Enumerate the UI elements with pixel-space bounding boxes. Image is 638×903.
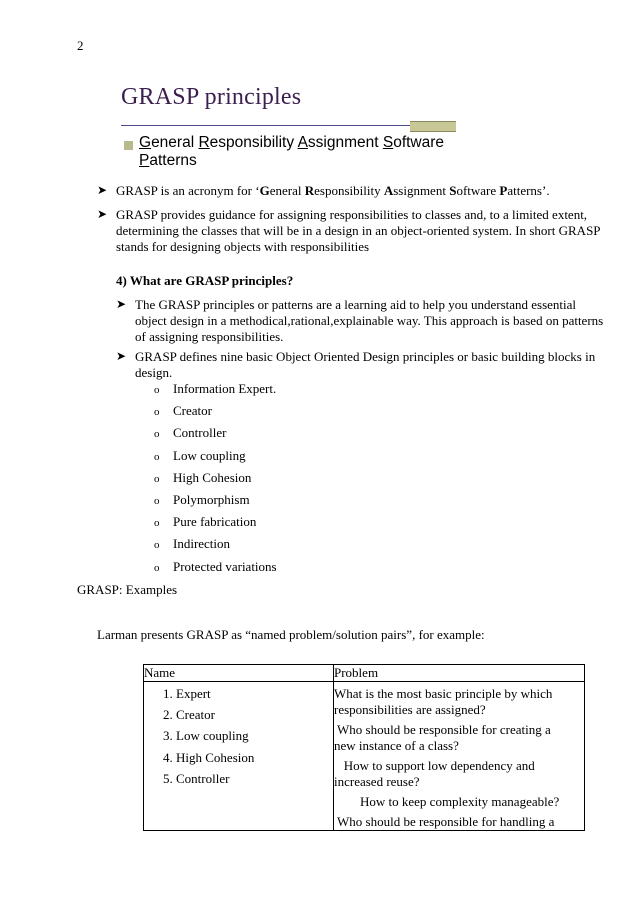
list-item [154,381,277,397]
problem-item [334,810,584,830]
slide-title: GRASP principles [121,84,302,110]
word-rest: oftware [456,183,500,198]
list-item [154,447,246,464]
principle-label: Controller [173,425,227,441]
text-line: stands for designing objects with responsibilities [116,239,370,254]
initial: A [383,183,394,198]
list-item [154,425,227,441]
circle-bullet-icon: o [154,472,160,485]
list-item: 4. High Cohesion [176,750,333,771]
list-item [154,514,257,530]
word-rest: eneral [269,183,305,198]
text-line: responsibilities are assigned? [334,702,486,717]
principle-label: Information Expert. [173,381,277,396]
list-item [154,492,250,508]
initial: S [382,134,394,151]
text-line: Who should be responsible for handling a [334,814,555,829]
question-bullet-nine-principles [135,349,615,381]
grasp-problem-table [143,664,585,831]
text-line: The GRASP principles or patterns are a learning aid to help you understand essential [135,297,577,312]
problem-item [334,754,584,790]
initial: R [304,183,315,198]
word-rest: ssignment [393,183,450,198]
initial: G [139,134,152,151]
text-line: object design in a methodical,rational,explainable way. This approach is based on patterns [135,313,604,328]
problem-item [334,790,584,810]
list-item: 2. Creator [176,707,333,728]
arrow-bullet-icon: ➤ [116,297,127,311]
arrow-bullet-icon: ➤ [116,349,127,363]
word-rest: esponsibility [314,183,384,198]
circle-bullet-icon: o [154,495,160,507]
larman-intro-text: Larman presents GRASP as “named problem/solution pairs”, for example: [97,627,485,642]
principle-label: Protected variations [173,558,277,574]
word-rest: ssignment [307,134,383,151]
square-bullet-icon [124,141,133,150]
arrow-bullet-icon: ➤ [97,207,108,221]
circle-bullet-icon: o [154,561,160,574]
circle-bullet-icon: o [154,517,160,530]
list-item [154,469,252,486]
problem-item [334,718,584,754]
list-item: 5. Controller [176,771,333,792]
circle-bullet-icon: o [154,450,160,463]
initial: A [297,134,308,151]
principle-label: High Cohesion [173,469,252,485]
list-item [154,403,212,419]
table-row [144,682,585,831]
text-line: of assigning responsibilities. [135,329,284,344]
text-line: design. [135,365,173,380]
principle-label: Polymorphism [173,492,250,507]
initial: R [198,134,210,151]
names-cell [144,682,334,831]
text-line: What is the most basic principle by which [334,686,553,701]
intro-bullet-acronym [116,183,606,199]
text-line: How to support low dependency and [334,758,535,773]
text-line: new instance of a class? [334,738,459,753]
text-line: increased reuse? [334,774,420,789]
principle-label: Indirection [173,536,231,552]
word-rest: atterns’. [507,183,550,198]
principle-label: Pure fabrication [173,514,257,530]
page-number: 2 [77,38,84,53]
problem-item [334,682,584,718]
text-line: How to keep complexity manageable? [334,794,560,809]
list-item [154,558,277,575]
word-rest: oftware [393,134,445,151]
list-item: 3. Low coupling [176,728,333,749]
initial: P [139,152,150,169]
circle-bullet-icon: o [154,384,160,396]
table-header-row [144,665,585,682]
text-line: Who should be responsible for creating a [334,722,551,737]
circle-bullet-icon: o [154,428,160,441]
slide-subtitle [139,134,469,170]
text-line: GRASP defines nine basic Object Oriented Design principles or basic building blocks in [135,349,596,364]
names-list [144,686,333,792]
title-accent-bar [410,121,456,132]
examples-heading: GRASP: Examples [77,582,178,597]
circle-bullet-icon: o [154,406,160,419]
word-rest: esponsibility [209,134,298,151]
header-problem: Problem [334,665,585,682]
principle-label: Low coupling [173,447,246,463]
list-item [154,536,231,552]
header-name: Name [144,665,334,682]
initial: G [259,183,270,198]
problems-cell [334,682,585,831]
arrow-bullet-icon: ➤ [97,183,108,197]
word-rest: eneral [151,134,199,151]
intro-bullet-guidance [116,207,616,255]
list-item: 1. Expert [176,686,333,707]
text-line: GRASP provides guidance for assigning responsibilities to classes and, to a limited extent, [116,207,588,222]
circle-bullet-icon: o [154,539,160,552]
question-bullet-learning-aid [135,297,615,345]
initial: P [499,183,508,198]
bullet-text: GRASP is an acronym for ‘ [116,183,260,198]
word-rest: atterns [149,152,197,169]
question-heading: 4) What are GRASP principles? [116,273,294,288]
principle-label: Creator [173,403,212,419]
text-line: determining the classes that will be in a design in an object-oriented system. In short GRASP [116,223,601,238]
title-underline [121,125,456,126]
initial: S [449,183,457,198]
